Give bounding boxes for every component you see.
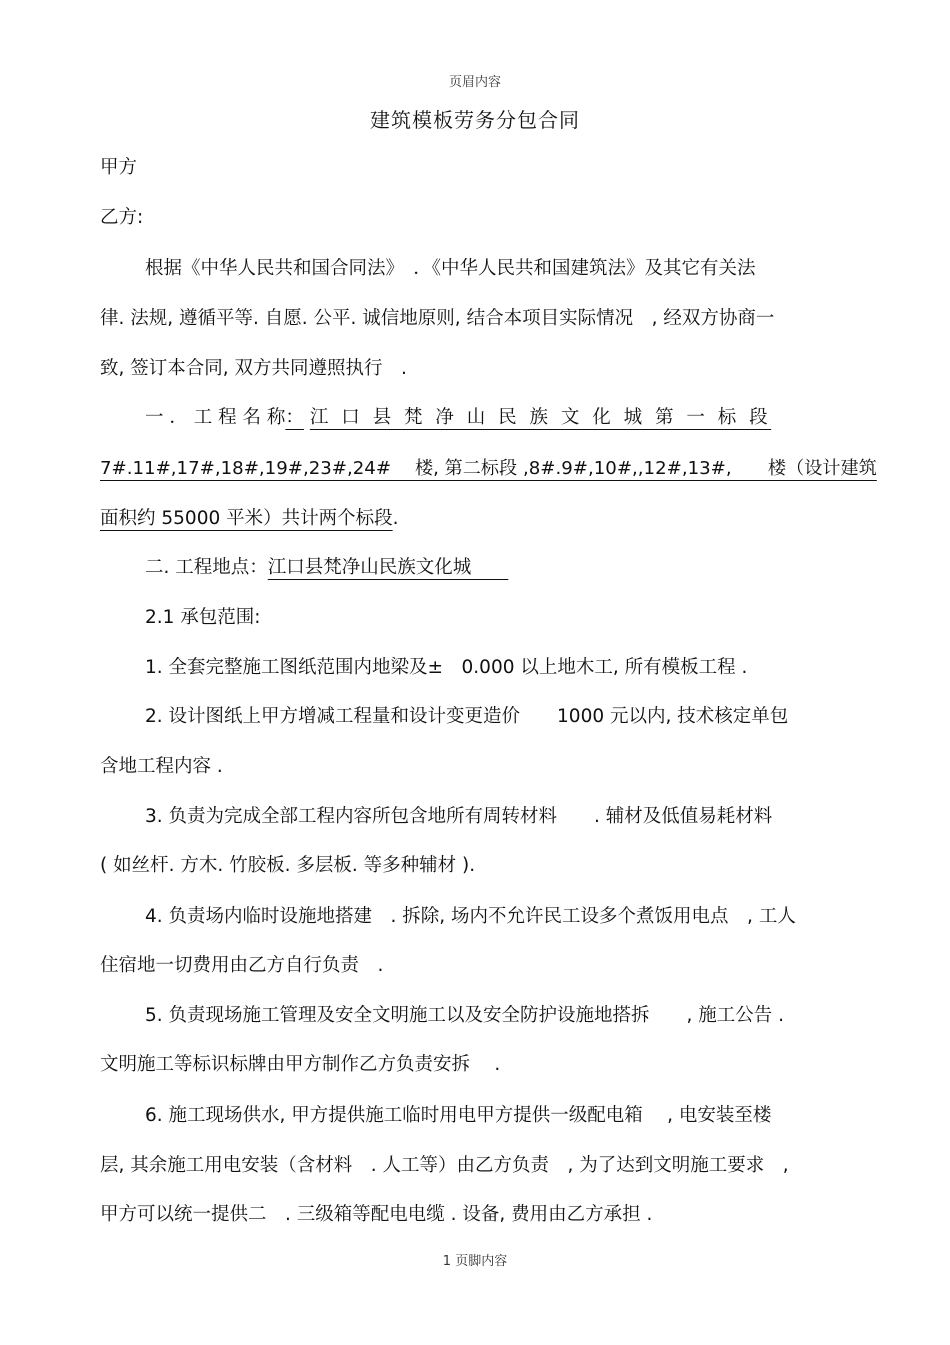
intro-line-2: 律. 法规, 遵循平等. 自愿. 公平. 诚信地原则, 结合本项目实际情况 , 经双方协商一 [100,308,775,329]
scope-6-line-2: 层, 其余施工用电安装（含材料 . 人工等）由乙方负责 , 为了达到文明施工要求 , [100,1155,789,1176]
item1-line-1 [145,406,771,430]
item1-colon: ： [285,407,304,428]
scope-5-line-1: 5. 负责现场施工管理及安全文明施工以及安全防护设施地搭拆 , 施工公告 . [145,1005,785,1026]
scope-2-line-1: 2. 设计图纸上甲方增减工程量和设计变更造价 1000 元以内, 技术核定单包 [145,706,789,727]
intro-line-3: 致, 签订本合同, 双方共同遵照执行 . [100,358,407,379]
item1-value-line3: 面积约 55000 平米）共计两个标段 [100,508,393,529]
item1-end: . [392,508,399,529]
scope-3-line-1: 3. 负责为完成全部工程内容所包含地所有周转材料 . 辅材及低值易耗材料 [145,806,773,827]
scope-title: 2.1 承包范围: [145,607,261,628]
scope-3-line-2: ( 如丝杆. 方木. 竹胶板. 多层板. 等多种辅材 ). [100,855,476,876]
item1-label: 一 ． 工 程 名 称 [145,407,286,428]
item1-line-3 [100,507,399,531]
item2-value: 江口县梵净山民族文化城 [267,557,509,578]
scope-6-line-1: 6. 施工现场供水, 甲方提供施工临时用电甲方提供一级配电箱 , 电安装至楼 [145,1105,772,1126]
item1-value-line2: 7#.11#,17#,18#,19#,23#,24# 楼, 第二标段 ,8#.9#,10#,,12#,13#, 楼（设计建筑 [100,458,877,479]
scope-6-line-3: 甲方可以统一提供二 . 三级箱等配电电缆 . 设备, 费用由乙方承担 . [100,1204,653,1225]
item2-label: 二. 工程地点： [145,557,268,578]
scope-2-line-2: 含地工程内容 . [100,756,223,777]
scope-4-line-2: 住宿地一切费用由乙方自行负责 . [100,955,384,976]
item2-line [145,556,508,580]
page-header: 页眉内容 [448,75,501,90]
scope-1-line-1: 1. 全套完整施工图纸范围内地梁及± 0.000 以上地木工, 所有模板工程 . [145,657,748,678]
party-a-label: 甲方 [100,157,138,178]
intro-line-1: 根据《中华人民共和国合同法》 ．《中华人民共和国建筑法》及其它有关法 [145,258,756,279]
scope-4-line-1: 4. 负责场内临时设施地搭建 . 拆除, 场内不允许民工设多个煮饭用电点 , 工人 [145,906,796,927]
party-b-label: 乙方: [100,207,144,228]
page-footer: 1 页脚内容 [442,1254,508,1269]
item1-value-line1: 江 口 县 梵 净 山 民 族 文 化 城 第 一 标 段 [309,407,772,428]
scope-5-line-2: 文明施工等标识标牌由甲方制作乙方负责安拆 . [100,1054,501,1075]
document-title: 建筑模板劳务分包合同 [370,108,580,132]
